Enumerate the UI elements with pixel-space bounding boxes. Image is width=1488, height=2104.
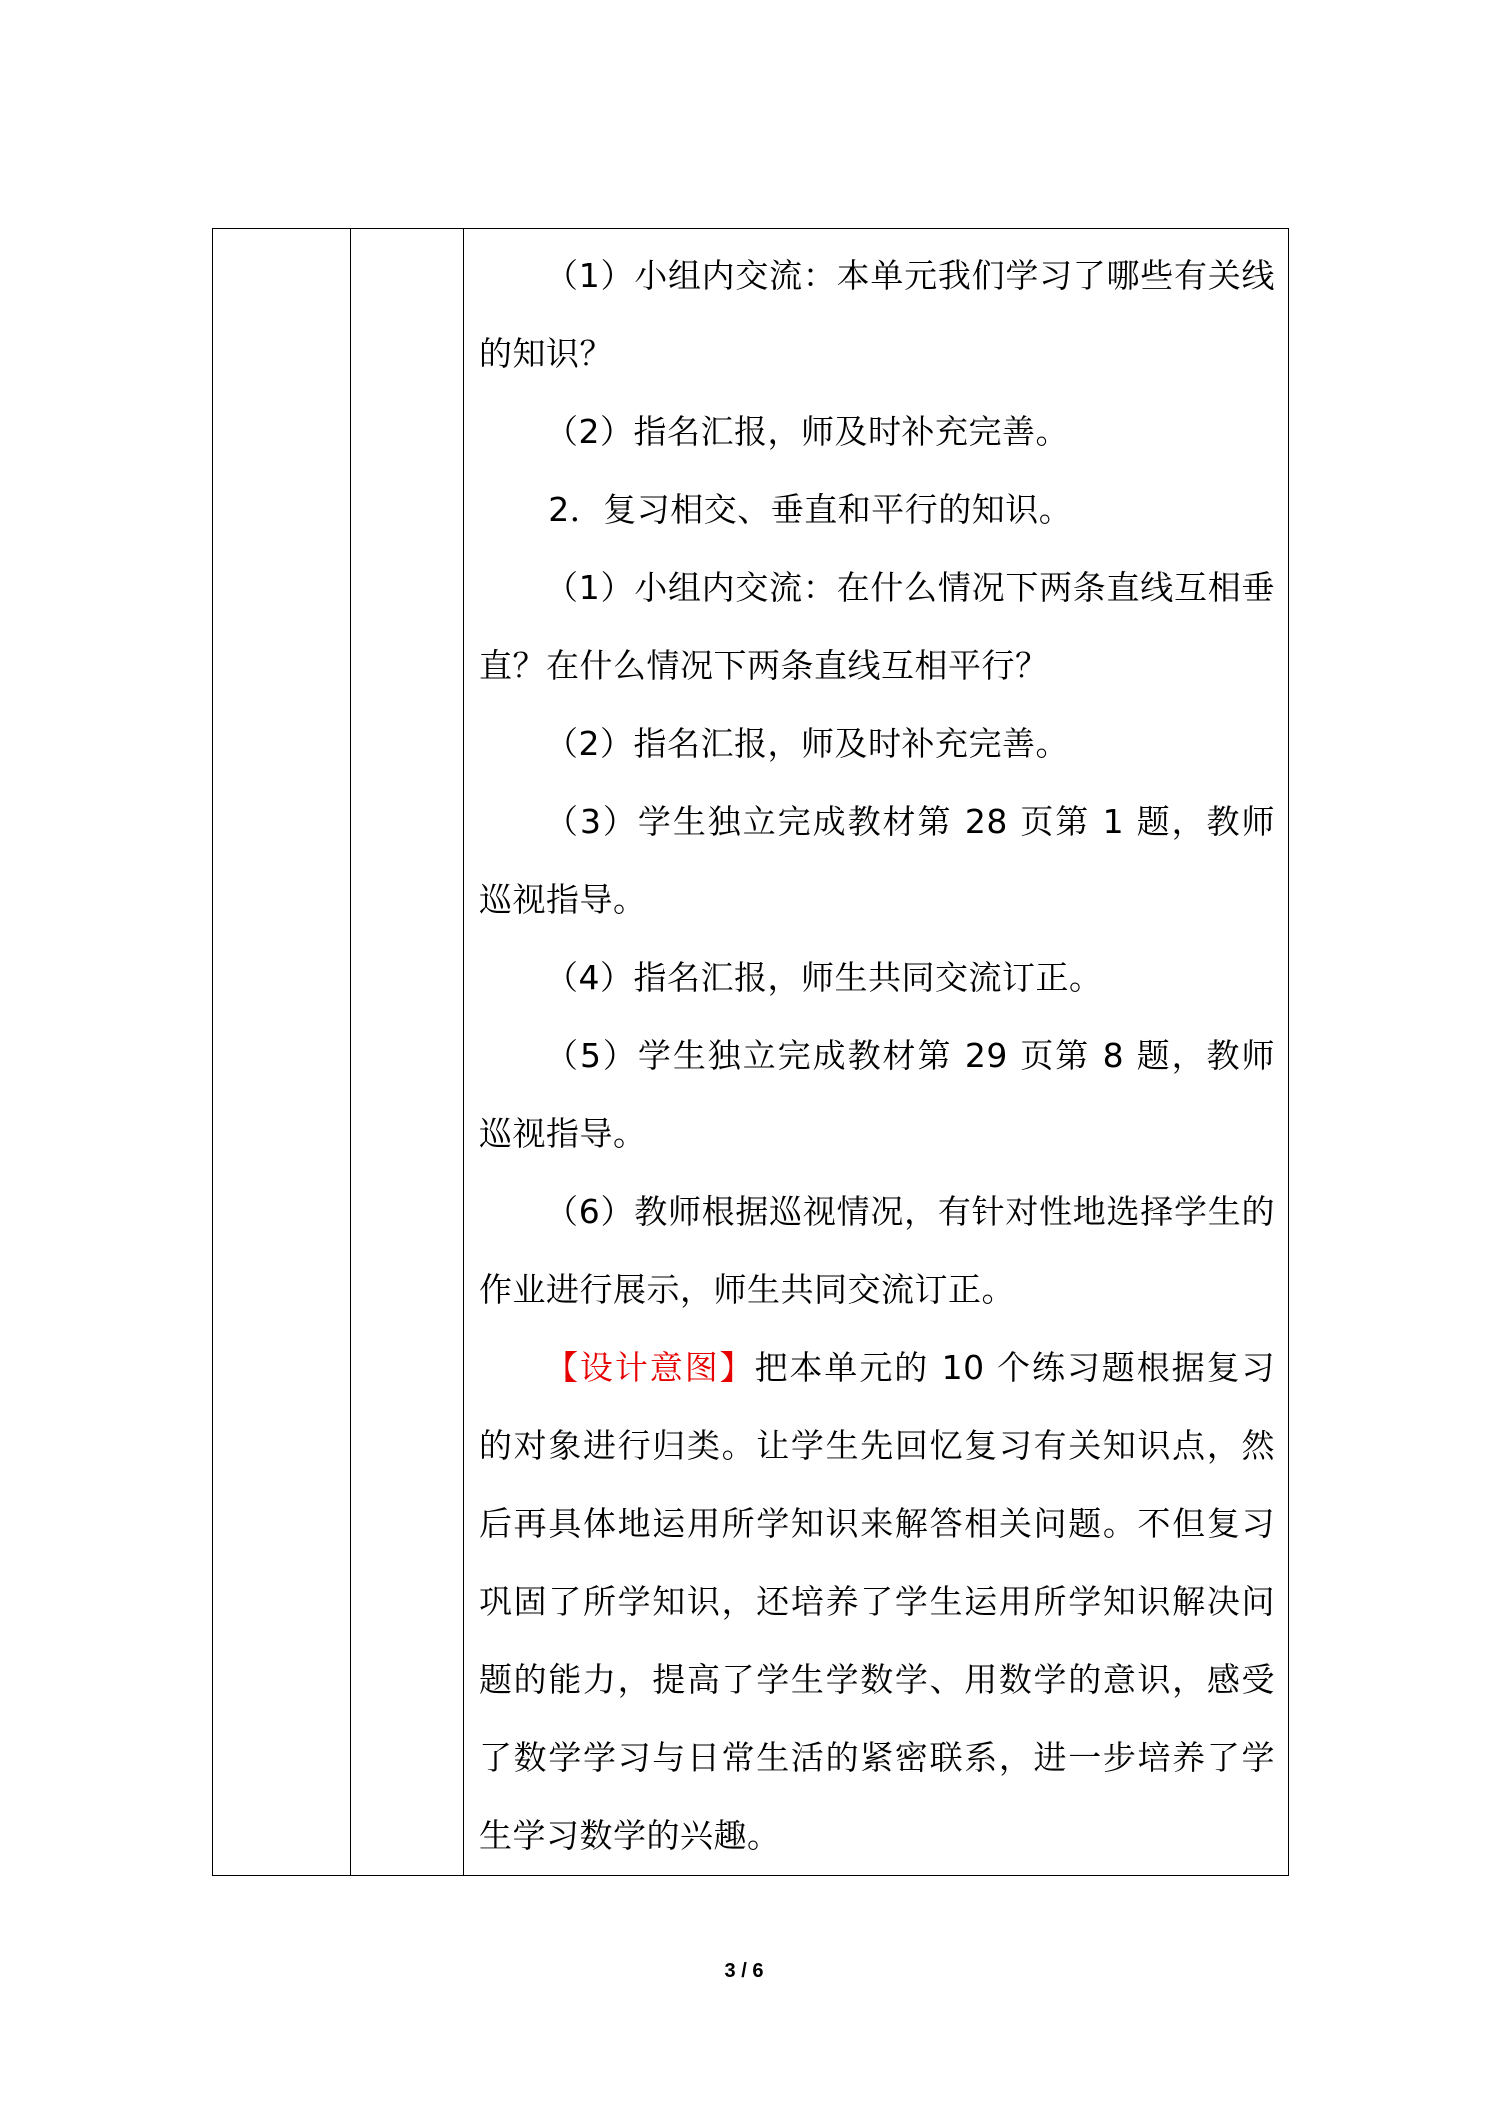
- lesson-plan-table: [212, 228, 1289, 1876]
- paragraph-design-intent: [479, 1329, 1275, 1875]
- content-cell: [464, 229, 1289, 1876]
- paragraph-showcase-work: （6）教师根据巡视情况，有针对性地选择学生的作业进行展示，师生共同交流订正。: [479, 1192, 1275, 1309]
- paragraph-exercise-page-28: （3）学生独立完成教材第 28 页第 1 题，教师巡视指导。: [479, 802, 1275, 919]
- table-row: [213, 229, 1289, 1876]
- table-cell-empty-first: [213, 229, 351, 1876]
- table-cell-empty-second: [351, 229, 464, 1876]
- paragraph-report-correct: （4）指名汇报，师生共同交流订正。: [545, 958, 1103, 997]
- paragraph-group-discussion-lines: （1）小组内交流：本单元我们学习了哪些有关线的知识？: [479, 256, 1275, 373]
- paragraph-report-supplement-2: （2）指名汇报，师及时补充完善。: [545, 724, 1069, 763]
- paragraph-report-supplement: （2）指名汇报，师及时补充完善。: [545, 412, 1069, 451]
- page-number: 3 / 6: [724, 1960, 764, 1982]
- design-intent-label: 【设计意图】: [545, 1348, 755, 1387]
- paragraph-review-step-2: 2．复习相交、垂直和平行的知识。: [548, 490, 1073, 529]
- paragraph-exercise-page-29: （5）学生独立完成教材第 29 页第 8 题，教师巡视指导。: [479, 1036, 1275, 1153]
- paragraph-group-discussion-perpendicular: （1）小组内交流：在什么情况下两条直线互相垂直？在什么情况下两条直线互相平行？: [479, 568, 1275, 685]
- design-intent-text: 把本单元的 10 个练习题根据复习的对象进行归类。让学生先回忆复习有关知识点，然后再具体地运用所学知识来解答相关问题。不但复习巩固了所学知识，还培养了学生运用所学知识解决问题的能力，提高了学生学数学、用数学的意识，感受了数学学习与日常生活的紧密联系，进一步培养了学生学习数学的兴趣。: [479, 1348, 1275, 1855]
